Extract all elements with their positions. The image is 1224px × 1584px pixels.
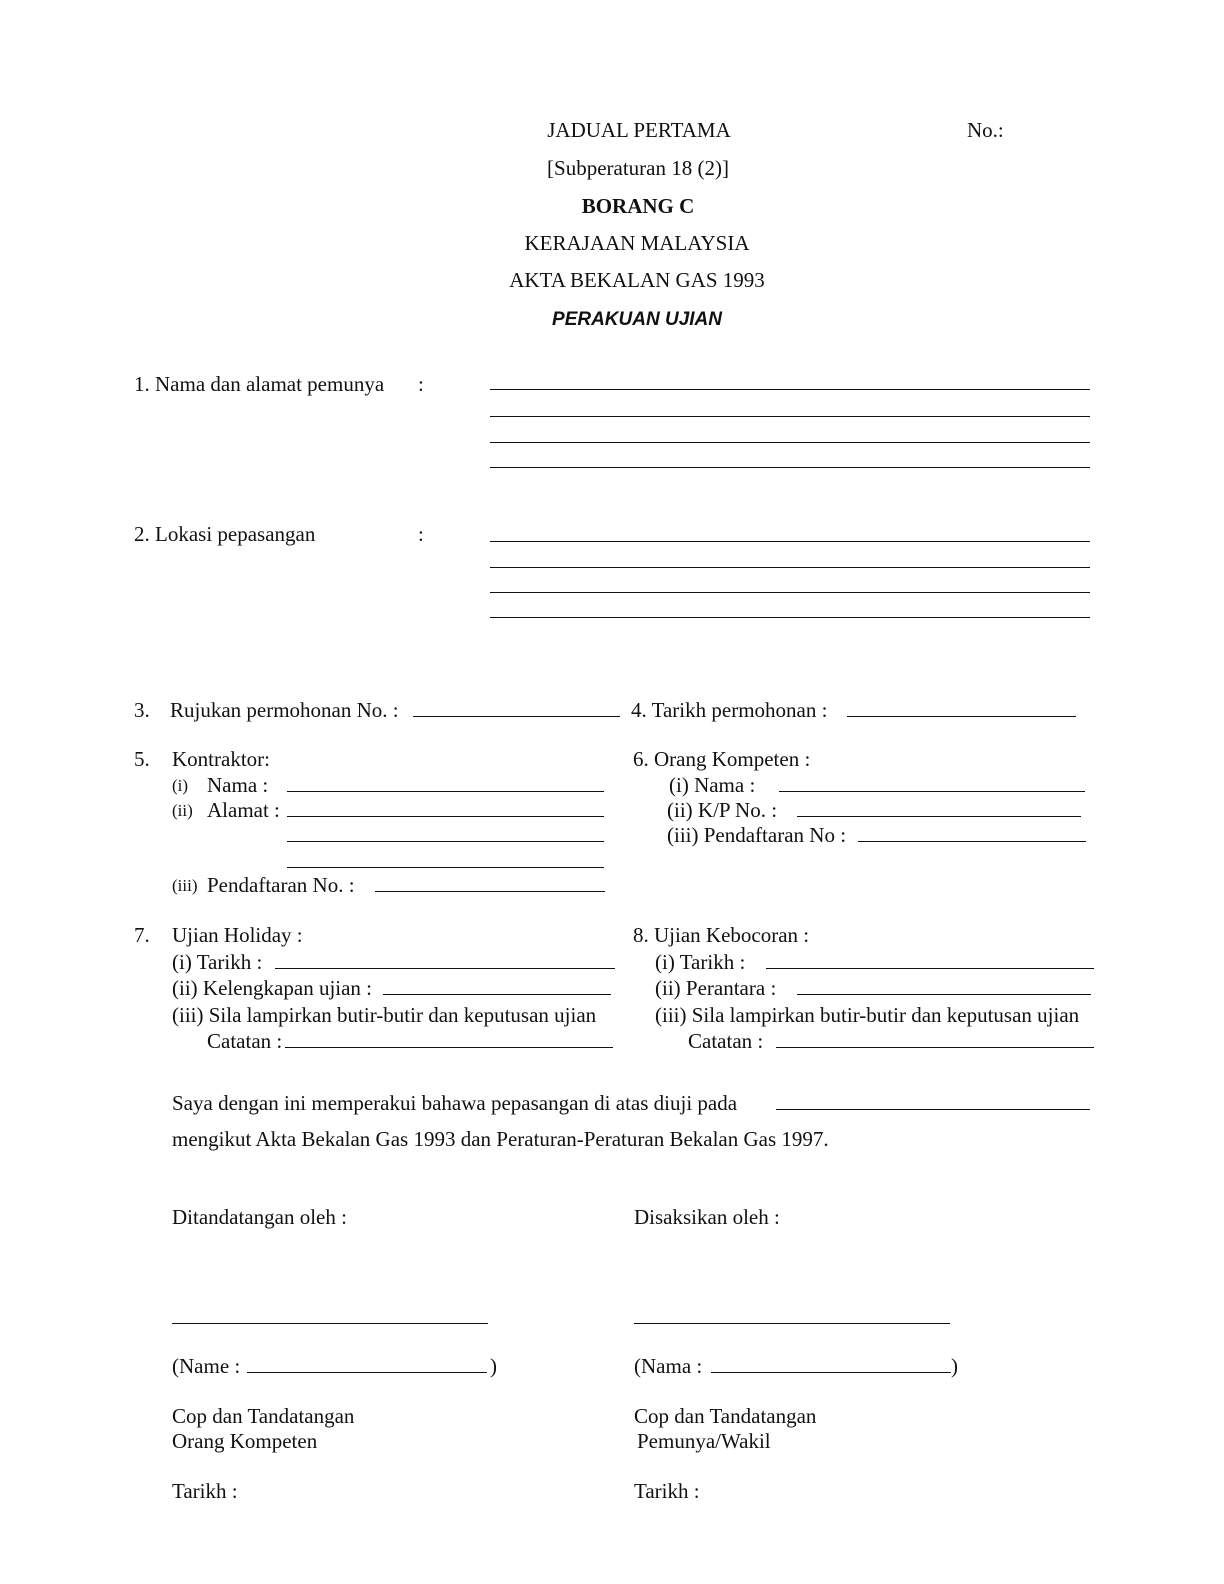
signed-by-name-field[interactable] (247, 1372, 487, 1373)
location-colon: : (418, 522, 424, 546)
contractor-name-numeral: (i) (172, 776, 189, 795)
witnessed-by-signature-line[interactable] (634, 1323, 950, 1324)
witnessed-by-stamp-line-2: Pemunya/Wakil (637, 1429, 771, 1453)
signed-by-stamp-line-1: Cop dan Tandatangan (172, 1404, 355, 1428)
competent-registration-field[interactable] (858, 841, 1086, 842)
government-name: KERAJAAN MALAYSIA (524, 231, 750, 255)
witnessed-by-stamp-line-1: Cop dan Tandatangan (634, 1404, 817, 1428)
contractor-address-field-2[interactable] (287, 841, 604, 842)
owner-field-line-4[interactable] (490, 467, 1090, 468)
leak-test-label: 8. Ujian Kebocoran : (633, 923, 810, 947)
leak-notes-label: Catatan : (688, 1029, 764, 1053)
holiday-date-label: (i) Tarikh : (172, 950, 263, 974)
act-name: AKTA BEKALAN GAS 1993 (509, 268, 765, 292)
application-ref-label: Rujukan permohonan No. : (170, 698, 399, 722)
certificate-title: PERAKUAN UJIAN (552, 309, 722, 330)
form-number-label: No.: (967, 118, 1004, 142)
competent-ic-field[interactable] (797, 816, 1081, 817)
witnessed-by-heading: Disaksikan oleh : (634, 1205, 780, 1229)
contractor-address-numeral: (ii) (172, 801, 193, 820)
owner-colon: : (418, 372, 424, 396)
declaration-line-1: Saya dengan ini memperakui bahawa pepasangan di atas diuji pada (172, 1091, 738, 1115)
location-field-line-2[interactable] (490, 567, 1090, 568)
holiday-notes-field[interactable] (285, 1047, 613, 1048)
signed-by-name-open: (Name : (172, 1354, 241, 1378)
competent-name-label: (i) Nama : (669, 773, 756, 797)
contractor-number: 5. (134, 747, 150, 771)
signed-by-stamp-line-2: Orang Kompeten (172, 1429, 318, 1453)
holiday-notes-label: Catatan : (207, 1029, 283, 1053)
contractor-address-label: Alamat : (207, 798, 280, 822)
form-name: BORANG C (581, 194, 695, 218)
contractor-name-label: Nama : (207, 773, 269, 797)
contractor-address-field-1[interactable] (287, 816, 604, 817)
contractor-address-field-3[interactable] (287, 867, 604, 868)
holiday-equipment-field[interactable] (383, 994, 611, 995)
leak-medium-field[interactable] (797, 994, 1091, 995)
location-field-line-1[interactable] (490, 541, 1090, 542)
competent-registration-label: (iii) Pendaftaran No : (667, 823, 847, 847)
owner-label: 1. Nama dan alamat pemunya (134, 372, 385, 396)
owner-field-line-1[interactable] (490, 389, 1090, 390)
contractor-registration-numeral: (iii) (172, 876, 198, 895)
application-ref-field[interactable] (413, 716, 620, 717)
application-date-label: 4. Tarikh permohonan : (631, 698, 828, 722)
location-field-line-3[interactable] (490, 592, 1090, 593)
holiday-equipment-label: (ii) Kelengkapan ujian : (172, 976, 373, 1000)
owner-field-line-2[interactable] (490, 416, 1090, 417)
competent-ic-label: (ii) K/P No. : (667, 798, 778, 822)
application-ref-number: 3. (134, 698, 150, 722)
witnessed-by-name-open: (Nama : (634, 1354, 703, 1378)
contractor-registration-label: Pendaftaran No. : (207, 873, 355, 897)
holiday-test-label: Ujian Holiday : (172, 923, 303, 947)
competent-person-label: 6. Orang Kompeten : (633, 747, 811, 771)
contractor-name-field[interactable] (287, 791, 604, 792)
regulation-reference: [Subperaturan 18 (2)] (547, 156, 729, 180)
location-label: 2. Lokasi pepasangan (134, 522, 316, 546)
signed-by-date-label: Tarikh : (172, 1479, 238, 1503)
leak-date-field[interactable] (766, 968, 1094, 969)
application-date-field[interactable] (847, 716, 1076, 717)
signed-by-heading: Ditandatangan oleh : (172, 1205, 347, 1229)
leak-notes-field[interactable] (776, 1047, 1094, 1048)
witnessed-by-date-label: Tarikh : (634, 1479, 700, 1503)
location-field-line-4[interactable] (490, 617, 1090, 618)
witnessed-by-name-field[interactable] (711, 1372, 951, 1373)
owner-field-line-3[interactable] (490, 442, 1090, 443)
declaration-line-2: mengikut Akta Bekalan Gas 1993 dan Peraturan-Peraturan Bekalan Gas 1997. (172, 1127, 829, 1151)
holiday-test-number: 7. (134, 923, 150, 947)
competent-name-field[interactable] (779, 791, 1085, 792)
leak-date-label: (i) Tarikh : (655, 950, 746, 974)
leak-medium-label: (ii) Perantara : (655, 976, 777, 1000)
signed-by-name-close: ) (490, 1354, 497, 1378)
contractor-label: Kontraktor: (172, 747, 270, 771)
signed-by-signature-line[interactable] (172, 1323, 488, 1324)
holiday-attach-note: (iii) Sila lampirkan butir-butir dan keputusan ujian (172, 1003, 597, 1027)
schedule-title: JADUAL PERTAMA (547, 118, 731, 142)
contractor-registration-field[interactable] (375, 891, 605, 892)
holiday-date-field[interactable] (275, 968, 615, 969)
witnessed-by-name-close: ) (951, 1354, 958, 1378)
declaration-date-field[interactable] (776, 1109, 1090, 1110)
leak-attach-note: (iii) Sila lampirkan butir-butir dan keputusan ujian (655, 1003, 1080, 1027)
